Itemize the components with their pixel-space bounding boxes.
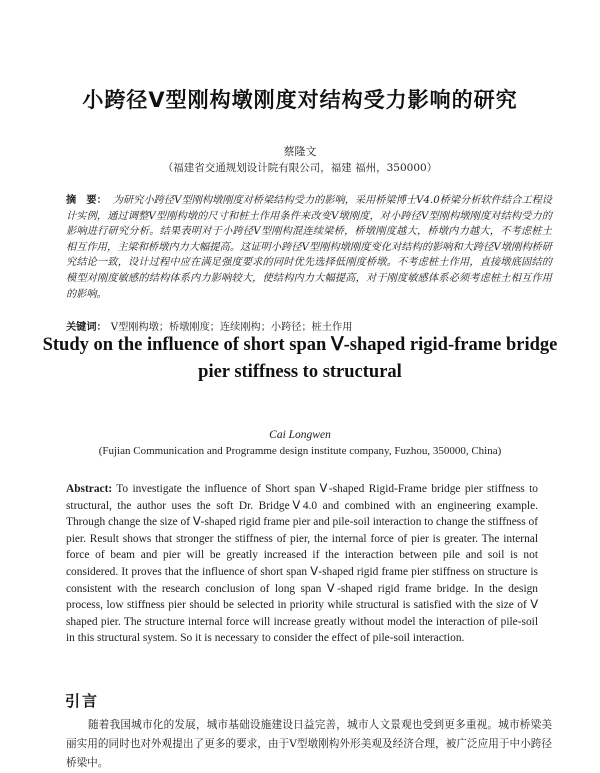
english-affiliation: (Fujian Communication and Programme design institute company, Fuzhou, 350000, China) <box>98 445 502 457</box>
english-abstract-label: Abstract: <box>66 483 113 495</box>
chinese-abstract-text: 为研究小跨径V型刚构墩刚度对桥梁结构受力的影响，采用桥梁博士V4.0桥梁分析软件结合工程设计实例，通过调整V型刚构墩的尺寸和桩土作用条件来改变V墩刚度，对小跨径V型刚构墩刚度对结构受力的影响进行研究分析。结果表明对于小跨径V型刚构混连续梁桥，桥墩刚度越大，桥墩内力越大，不考虑桩土相互作用，主梁和桥墩内力大幅提高。这证明小跨径V型刚构墩刚度变化对结构的影响和大跨径V墩刚构桥研究结论一致，设计过程中应在满足强度要求的同时优先选择低刚度桥墩。不考虑桩土作用，直接墩底固结的模型对刚度敏感的结构体系内力影响较大，使结构内力大幅提高，对于刚度敏感体系必须考虑桩土相互作用的影响。 <box>66 195 552 300</box>
chinese-keywords-label: 关键词： <box>66 322 107 333</box>
english-title: Study on the influence of short span Ⅴ-shaped rigid-frame bridge pier stiffness to structural <box>42 335 558 382</box>
chinese-author: 蔡隆文 <box>283 145 317 158</box>
chinese-title: 小跨径V型刚构墩刚度对结构受力影响的研究 <box>82 88 518 112</box>
chinese-keywords-text: V型刚构墩；桥墩刚度；连续刚构；小跨径；桩土作用 <box>110 322 353 333</box>
chinese-affiliation: （福建省交通规划设计院有限公司，福建 福州，350000） <box>162 162 438 174</box>
introduction-paragraph: 随着我国城市化的发展，城市基础设施建设日益完善，城市人文景观也受到更多重视。城市桥梁美丽实用的同时也对外观提出了更多的要求，由于V型墩刚构外形美观及经济合理，被广泛应用于中小跨径桥梁中。 <box>66 719 552 769</box>
english-abstract-text: To investigate the influence of Short span Ⅴ-shaped Rigid-Frame bridge pier stiffness to structural, the author uses the soft Dr. BridgeⅤ4.0 and combined with an engineering example. Through change the size of Ⅴ-shaped rigid frame pier and pile-soil interaction to change the stiffness of pier. Result shows that stronger the stiffness of pier, the internal force of pier is greater. The internal force of beam and pier will be greatly increased if the interaction between pile and soil is not considered. It proves that the influence of short span Ⅴ-shaped rigid frame pier stiffness on structure is consistent with the research conclusion of long span Ⅴ-shaped rigid frame bridge. In the design process, low stiffness pier should be selected in priority while structural is satisfied with the size of Ⅴ shaped pier. The structure internal force will increase greatly without model the interaction of pile-soil in this structural system. So it is necessary to consider the effect of pile-soil interaction. <box>66 483 538 645</box>
chinese-abstract <box>66 193 552 302</box>
section-heading-introduction: 引言 <box>65 692 100 710</box>
english-abstract <box>66 481 538 647</box>
chinese-abstract-label: 摘 要： <box>66 195 107 206</box>
english-author: Cai Longwen <box>269 429 331 441</box>
